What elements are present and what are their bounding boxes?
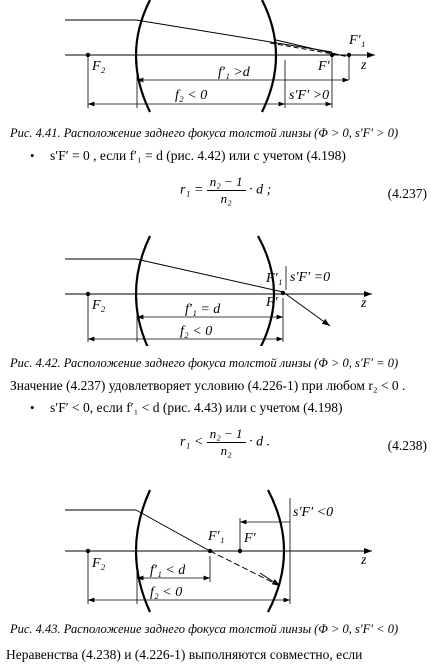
eq-4-237-rhs: · d ;: [249, 182, 272, 198]
label-F1p: F′₁: [266, 271, 283, 286]
refracted-ray: [136, 259, 283, 292]
dashed-ray: [210, 551, 280, 586]
figure-4-42: [0, 226, 437, 346]
label-z: z: [361, 296, 367, 311]
lens-front-surface: [136, 236, 150, 346]
exit-ray: [260, 573, 280, 586]
bullet-case-2: •: [30, 400, 35, 415]
caption-4-42: Рис. 4.42. Расположение заднего фокуса толстой линзы (Φ > 0, s′F′ = 0): [10, 356, 399, 370]
label-z: z: [361, 553, 367, 568]
figure-4-41: [0, 0, 437, 120]
case-1-text: s′F′ = 0 , если f′₁ = d (рис. 4.42) или с учетом (4.198): [50, 148, 346, 163]
label-f2-cond: f₂ < 0: [175, 88, 208, 103]
refracted-ray-1: [136, 510, 210, 551]
exit-ray: [283, 292, 330, 326]
eq-4-237-denominator: n₂: [220, 191, 232, 206]
figure-4-41-diagram: [0, 0, 437, 120]
equation-4-237: [180, 174, 271, 207]
label-s-cond: s′F′ <0: [293, 505, 334, 520]
eq-4-238-fraction: [207, 426, 246, 459]
footer-text: Неравенства (4.238) и (4.226-1) выполняются совместно, если: [6, 647, 363, 662]
label-s-cond: s′F′ >0: [289, 88, 330, 103]
caption-4-43: Рис. 4.43. Расположение заднего фокуса толстой линзы (Φ > 0, s′F′ < 0): [10, 622, 399, 636]
exit-ray: [276, 40, 340, 55]
label-F1p: F′₁: [349, 33, 366, 48]
lens-front-surface: [136, 0, 150, 112]
eq-4-237-numerator: n₂ − 1: [207, 174, 246, 191]
eq-number-4-237: (4.237): [387, 186, 427, 201]
note-text: Значение (4.237) удовлетворяет условию (4.226-1) при любом r₂ < 0 .: [10, 378, 406, 393]
label-s-cond: s′F′ =0: [290, 270, 331, 285]
label-f2-cond: f₂ < 0: [150, 585, 183, 600]
label-z: z: [361, 58, 367, 73]
point-F1p: [281, 291, 285, 295]
eq-4-238-lhs: r₁ <: [180, 434, 204, 450]
eq-4-237-fraction: [207, 174, 246, 207]
point-F1p: [208, 549, 212, 553]
refracted-ray: [136, 20, 332, 52]
label-F2: F₂: [92, 298, 106, 313]
caption-4-41: Рис. 4.41. Расположение заднего фокуса толстой линзы (Φ > 0, s′F′ > 0): [10, 126, 399, 140]
label-Fp: F′: [266, 295, 278, 310]
eq-4-238-numerator: n₂ − 1: [207, 426, 246, 443]
eq-4-238-rhs: · d .: [249, 434, 271, 450]
case-2-text: s′F′ < 0, если f′₁ < d (рис. 4.43) или с учетом (4.198): [50, 400, 343, 415]
eq-number-4-238: (4.238): [387, 438, 427, 453]
label-Fp: F′: [244, 531, 256, 546]
equation-4-238: [180, 426, 270, 459]
label-f1-cond: f′₁ = d: [185, 302, 221, 317]
figure-4-43: [0, 478, 437, 618]
eq-4-237-lhs: r₁ =: [180, 182, 204, 198]
label-f1-cond: f′₁ >d: [218, 65, 250, 80]
label-F2: F₂: [92, 556, 106, 571]
label-F2: F₂: [92, 59, 106, 74]
eq-4-238-denominator: n₂: [220, 443, 232, 458]
bullet-case-1: •: [30, 148, 35, 163]
lens-back-surface: [258, 236, 274, 346]
label-F1p: F′₁: [208, 529, 225, 544]
label-f2-cond: f₂ < 0: [180, 324, 213, 339]
label-Fp: F′: [318, 59, 330, 74]
label-f1-cond: f′₁ < d: [150, 563, 186, 578]
figure-4-42-diagram: [0, 226, 437, 346]
lens-back-surface: [262, 0, 276, 112]
figure-4-43-diagram: [0, 478, 437, 618]
